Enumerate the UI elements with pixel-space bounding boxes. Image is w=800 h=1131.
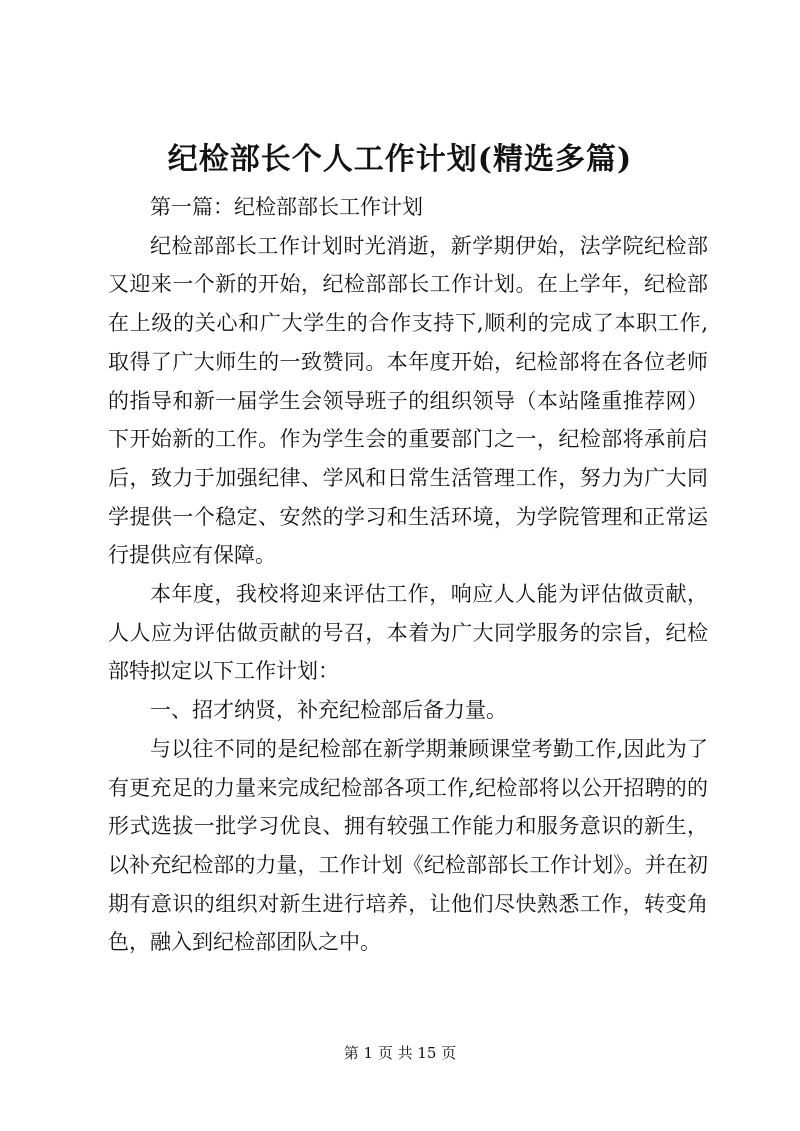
subheading-recruitment: 一、招才纳贤，补充纪检部后备力量。 — [150, 698, 507, 723]
paragraph-intro: 纪检部部长工作计划时光消逝，新学期伊始，法学院纪检部又迎来一个新的开始，纪检部部长工作计划。在上学年，纪检部在上级的关心和广大学生的合作支持下,顺利的完成了本职工作,取得了广大师生的一致赞同。本年度开始，纪检部将在各位老师的指导和新一届学生会领导班子的组织领导（本站隆重推荐网）下开始新的工作。作为学生会的重要部门之一，纪检部将承前启后，致力于加强纪律、学风和日常生活管理工作，努力为广大同学提供一个稳定、安然的学习和生活环境，为学院管理和正常运行提供应有保障。 — [108, 233, 708, 568]
document-body — [108, 188, 708, 962]
paragraph-plan-overview: 本年度，我校将迎来评估工作，响应人人能为评估做贡献，人人应为评估做贡献的号召，本着为广大同学服务的宗旨，纪检部特拟定以下工作计划： — [108, 582, 708, 684]
section-heading: 第一篇：纪检部部长工作计划 — [150, 195, 423, 219]
document-title: 纪检部长个人工作计划(精选多篇) — [167, 142, 633, 177]
page-number-footer: 第 1 页 共 15 页 — [343, 1044, 457, 1062]
paragraph-recruitment: 与以往不同的是纪检部在新学期兼顾课堂考勤工作,因此为了有更充足的力量来完成纪检部各项工作,纪检部将以公开招聘的的形式选拔一批学习优良、拥有较强工作能力和服务意识的新生，以补充纪检部的力量，工作计划《纪检部部长工作计划》。并在初期有意识的组织对新生进行培养，让他们尽快熟悉工作，转变角色，融入到纪检部团队之中。 — [108, 736, 708, 955]
